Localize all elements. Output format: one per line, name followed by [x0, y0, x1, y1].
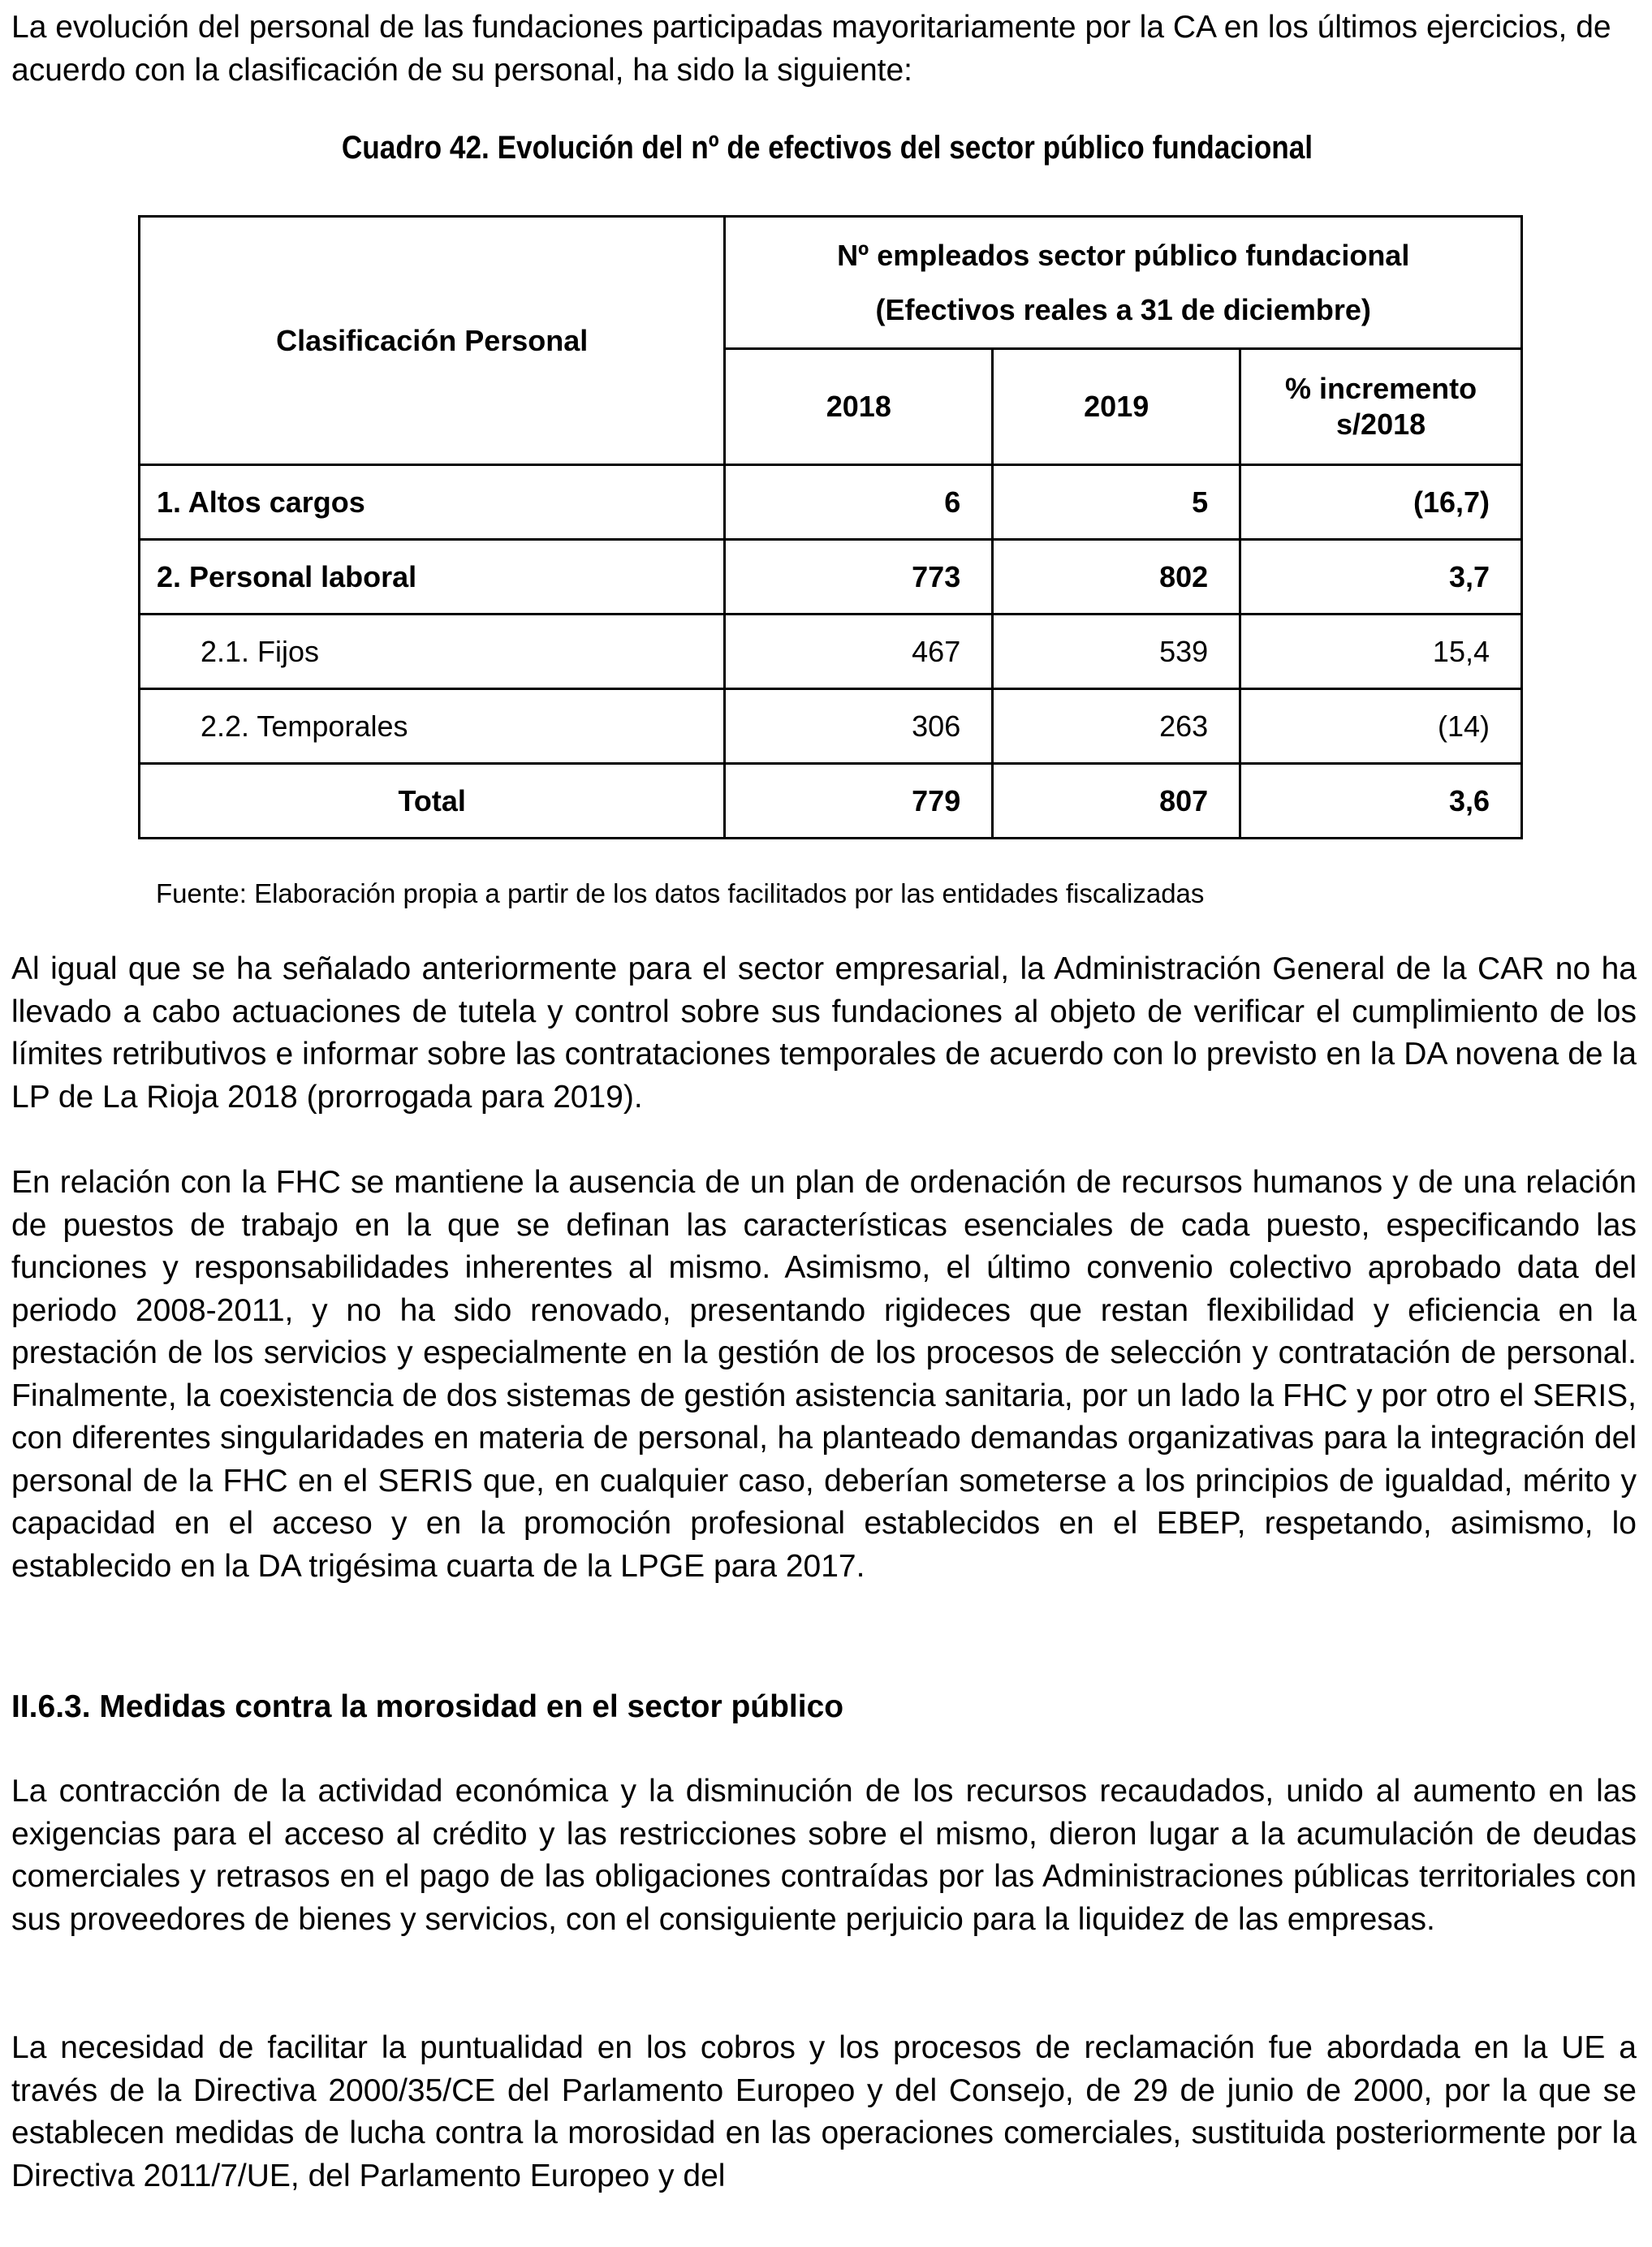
row-label: 2.2. Temporales — [140, 689, 725, 764]
row-value-2019: 5 — [993, 465, 1240, 540]
row-value-2018: 306 — [725, 689, 993, 764]
row-value-2018: 779 — [725, 764, 993, 839]
table-source: Fuente: Elaboración propia a partir de los datos facilitados por las entidades fiscalizadas — [156, 878, 1205, 908]
paragraph-3: La contracción de la actividad económica y la disminución de los recursos recaudados, unido al aumento en las exigencias para el acceso al crédito y las restricciones sobre el mismo, dieron lugar a la acumulación de deudas comerciales y retrasos en el pago de las obligaciones contraídas por las Administraciones públicas territoriales con sus proveedores de bienes y servicios, con el consiguiente perjuicio para la liquidez de las empresas. — [11, 1774, 1637, 1937]
intro-paragraph: La evolución del personal de las fundaciones participadas mayoritariamente por la CA en los últimos ejercicios, de acuerdo con la clasificación de su personal, ha sido la siguiente: — [11, 10, 1611, 88]
row-label: 2.1. Fijos — [140, 615, 725, 689]
header-year-2018: 2018 — [725, 349, 993, 465]
row-value-pct: 3,6 — [1240, 764, 1522, 839]
table-row — [140, 540, 1522, 615]
header-group-line2: (Efectivos reales a 31 de diciembre) — [875, 293, 1371, 326]
row-value-2019: 263 — [993, 689, 1240, 764]
row-value-2019: 539 — [993, 615, 1240, 689]
header-group — [725, 217, 1522, 349]
row-label: 1. Altos cargos — [140, 465, 725, 540]
row-value-2019: 807 — [993, 764, 1240, 839]
row-value-pct: (14) — [1240, 689, 1522, 764]
row-value-2018: 773 — [725, 540, 993, 615]
paragraph-1: Al igual que se ha señalado anteriormente para el sector empresarial, la Administración General de la CAR no ha llevado a cabo actuaciones de tutela y control sobre sus fundaciones al objeto de verificar el cumplimiento de los límites retributivos e informar sobre las contrataciones temporales de acuerdo con lo previsto en la DA novena de la LP de La Rioja 2018 (prorrogada para 2019). — [11, 951, 1637, 1115]
paragraph-4: La necesidad de facilitar la puntualidad en los cobros y los procesos de reclamación fue abordada en la UE a través de la Directiva 2000/35/CE del Parlamento Europeo y del Consejo, de 29 de junio de 2000, por la que se establecen medidas de lucha contra la morosidad en las operaciones comerciales, sustituida posteriormente por la Directiva 2011/7/UE, del Parlamento Europeo y del — [11, 2030, 1637, 2193]
row-label: 2. Personal laboral — [140, 540, 725, 615]
paragraph-2: En relación con la FHC se mantiene la ausencia de un plan de ordenación de recursos humanos y de una relación de puestos de trabajo en la que se definan las características esenciales de cada puesto, especificando las funciones y responsabilidades inherentes al mismo. Asimismo, el último convenio colectivo aprobado data del periodo 2008-2011, y no ha sido renovado, presentando rigideces que restan flexibilidad y eficiencia en la prestación de los servicios y especialmente en la gestión de los procesos de selección y contratación de personal. Finalmente, la coexistencia de dos sistemas de gestión asistencia sanitaria, por un lado la FHC y por otro el SERIS, con diferentes singularidades en materia de personal, ha planteado demandas organizativas para la integración del personal de la FHC en el SERIS que, en cualquier caso, deberían someterse a los principios de igualdad, mérito y capacidad en el acceso y en la promoción profesional establecidos en el EBEP, respetando, asimismo, lo establecido en la DA trigésima cuarta de la LPGE para 2017. — [11, 1165, 1637, 1584]
table-row — [140, 465, 1522, 540]
header-year-2019: 2019 — [993, 349, 1240, 465]
personnel-table — [138, 215, 1523, 839]
table-row-total — [140, 764, 1522, 839]
row-label: Total — [140, 764, 725, 839]
header-group-line1: Nº empleados sector público fundacional — [837, 239, 1410, 272]
row-value-2019: 802 — [993, 540, 1240, 615]
header-pct-line2: s/2018 — [1336, 408, 1426, 441]
row-value-pct: 15,4 — [1240, 615, 1522, 689]
row-value-2018: 467 — [725, 615, 993, 689]
header-pct — [1240, 349, 1522, 465]
row-value-2018: 6 — [725, 465, 993, 540]
table-title: Cuadro 42. Evolución del nº de efectivos del sector público fundacional — [341, 130, 1313, 166]
header-pct-line1: % incremento — [1285, 372, 1477, 405]
row-value-pct: 3,7 — [1240, 540, 1522, 615]
header-classification: Clasificación Personal — [140, 217, 725, 465]
table-row — [140, 615, 1522, 689]
table-row — [140, 689, 1522, 764]
table-header-row — [140, 217, 1522, 349]
section-heading: II.6.3. Medidas contra la morosidad en el sector público — [11, 1689, 844, 1724]
row-value-pct: (16,7) — [1240, 465, 1522, 540]
